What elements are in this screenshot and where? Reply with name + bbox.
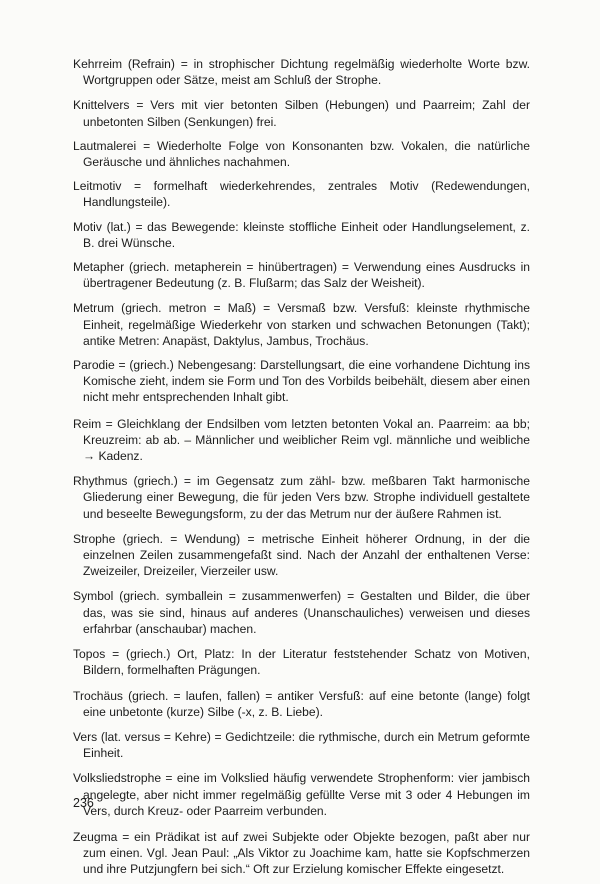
glossary-entry: Metrum (griech. metron = Maß) = Versmaß bzw. Versfuß: kleinste rhythmische Einheit, regelmäßige Wiederkehr von starken und schwachen Betonungen (Takt); antike Metren: Anapäst, Daktylus, Jambus, Trochäus. — [73, 301, 530, 348]
glossary-entry: Topos = (griech.) Ort, Platz: In der Literatur feststehender Schatz von Motiven, Bildern, formelhaften Prägungen. — [73, 647, 530, 678]
glossary-entry: Motiv (lat.) = das Bewegende: kleinste stoffliche Einheit oder Handlungselement, z. B. drei Wünsche. — [73, 219, 530, 250]
glossary-entry: Kehrreim (Refrain) = in strophischer Dichtung regelmäßig wiederholte Worte bzw. Wortgruppen oder Sätze, meist am Schluß der Strophe. — [73, 57, 530, 88]
glossary-entry: Rhythmus (griech.) = im Gegensatz zum zähl- bzw. meßbaren Takt harmonische Gliederung einer Bewegung, die für jeden Vers bzw. Strophe individuell gestaltete und beseelte Bewegungsform, zu der das Metrum nur der äußere Rahmen ist. — [73, 474, 530, 521]
glossary-entry: Volksliedstrophe = eine im Volkslied häufig verwendete Strophenform: vier jambisch angelegte, aber nicht immer regelmäßig gefüllte Verse mit 3 oder 4 Hebungen im Vers, durch Kreuz- oder Paarreim verbunden. — [73, 771, 530, 818]
glossary-entry: Zeugma = ein Prädikat ist auf zwei Subjekte oder Objekte bezogen, paßt aber nur zum einen. Vgl. Jean Paul: „Als Viktor zu Joachime kam, hatte sie Kopfschmerzen und ihre Putzjungfern bei sich.“ Oft zur Erzielung komischer Effekte eingesetzt. — [73, 829, 530, 877]
glossary-entry: Knittelvers = Vers mit vier betonten Silben (Hebungen) und Paarreim; Zahl der unbetonten Silben (Senkungen) frei. — [73, 98, 530, 129]
glossary-entry: Vers (lat. versus = Kehre) = Gedichtzeile: die rythmische, durch ein Metrum geformte Einheit. — [73, 729, 530, 761]
glossary-entry: Reim = Gleichklang der Endsilben vom letzten betonten Vokal an. Paarreim: aa bb; Kreuzreim: ab ab. – Männlicher und weiblicher Reim vgl. männliche und weibliche → Kadenz. — [73, 416, 530, 464]
glossary-entry: Leitmotiv = formelhaft wiederkehrendes, zentrales Motiv (Redewendungen, Handlungsteile). — [73, 179, 530, 210]
glossary-entry: Metapher (griech. metapherein = hinübertragen) = Verwendung eines Ausdrucks in übertragener Bedeutung (z. B. Flußarm; das Salz der Weisheit). — [73, 260, 530, 291]
glossary-entry: Lautmalerei = Wiederholte Folge von Konsonanten bzw. Vokalen, die natürliche Geräusche und ähnliches nachahmen. — [73, 138, 530, 170]
glossary-entry: Strophe (griech. = Wendung) = metrische Einheit höherer Ordnung, in der die einzelnen Zeilen zusammengefaßt sind. Nach der Anzahl der enthaltenen Verse: Zweizeiler, Dreizeiler, Vierzeiler usw. — [73, 531, 530, 579]
glossary-entries — [73, 56, 530, 878]
glossary-entry: Symbol (griech. symballein = zusammenwerfen) = Gestalten und Bilder, die über das, was sie sind, hinaus auf anderes (Unanschauliches) verweisen und dieses erfahrbar (anschaubar) machen. — [73, 589, 530, 636]
page-number: 236 — [73, 796, 94, 810]
glossary-entry: Parodie = (griech.) Nebengesang: Darstellungsart, die eine vorhandene Dichtung ins Komische zieht, indem sie Form und Ton des Vorbilds beibehält, diesem aber einen nicht mehr entsprechenden Inhalt gibt. — [73, 358, 530, 405]
glossary-entry: Trochäus (griech. = laufen, fallen) = antiker Versfuß: auf eine betonte (lange) folgt eine unbetonte (kurze) Silbe (-x, z. B. Liebe). — [73, 688, 530, 719]
